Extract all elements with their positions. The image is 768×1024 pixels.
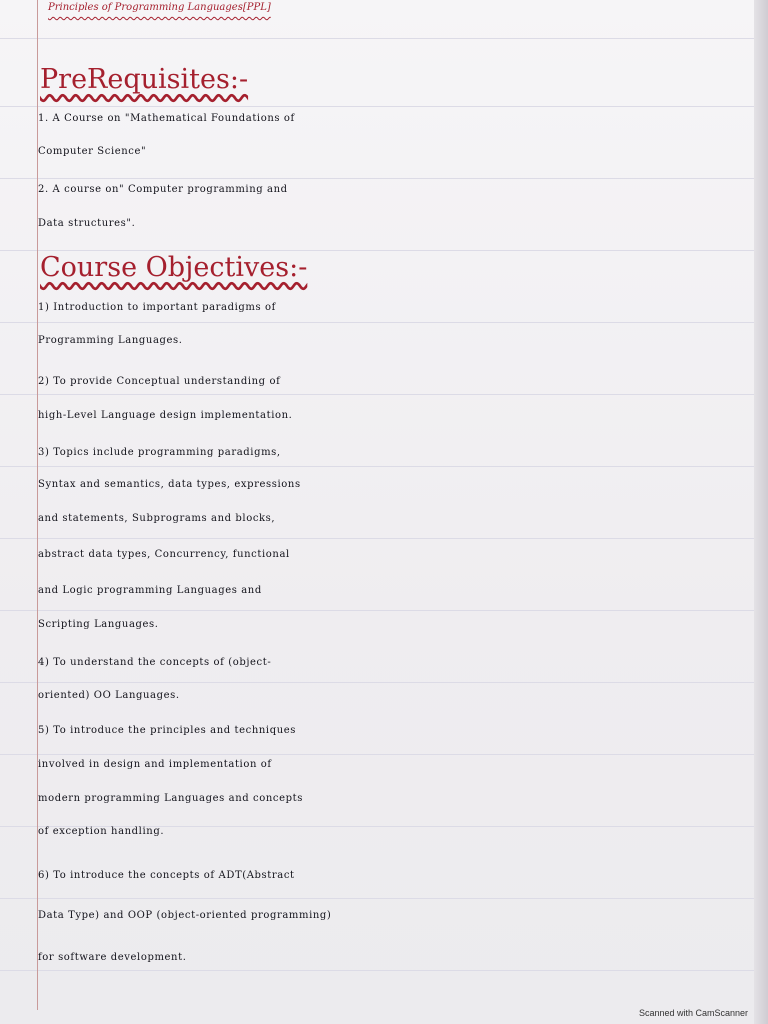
prerequisite-line: Data structures". [38, 218, 136, 229]
objective-line: for software development. [38, 952, 187, 963]
ruled-line [0, 466, 768, 467]
objective-line: of exception handling. [38, 826, 165, 837]
objective-line: 1) Introduction to important paradigms of [38, 302, 276, 313]
ruled-line [0, 898, 768, 899]
objective-line: 6) To introduce the concepts of ADT(Abstract [38, 870, 295, 881]
page-title: Principles of Programming Languages[PPL] [48, 2, 271, 13]
objective-line: oriented) OO Languages. [38, 690, 180, 701]
objective-line: 3) Topics include programming paradigms, [38, 447, 281, 458]
ruled-line [0, 38, 768, 39]
ruled-line [0, 970, 768, 971]
objective-line: abstract data types, Concurrency, functional [38, 549, 290, 560]
prerequisite-line: 2. A course on" Computer programming and [38, 184, 288, 195]
ruled-line [0, 610, 768, 611]
objective-line: modern programming Languages and concepts [38, 793, 303, 804]
objectives-heading: Course Objectives:- [40, 252, 308, 283]
ruled-line [0, 250, 768, 251]
objective-line: 4) To understand the concepts of (object- [38, 657, 272, 668]
ruled-line [0, 682, 768, 683]
ruled-line [0, 394, 768, 395]
ruled-line [0, 754, 768, 755]
objective-line: and statements, Subprograms and blocks, [38, 513, 276, 524]
objective-line: and Logic programming Languages and [38, 585, 262, 596]
prerequisite-line: 1. A Course on "Mathematical Foundations of [38, 113, 295, 124]
ruled-line [0, 322, 768, 323]
objective-line: involved in design and implementation of [38, 759, 272, 770]
page-edge-shadow [754, 0, 768, 1024]
ruled-line [0, 178, 768, 179]
objective-line: 5) To introduce the principles and techniques [38, 725, 297, 736]
ruled-line [0, 106, 768, 107]
objective-line: Programming Languages. [38, 335, 183, 346]
objective-line: high-Level Language design implementation. [38, 410, 293, 421]
prerequisite-line: Computer Science" [38, 146, 147, 157]
objective-line: Syntax and semantics, data types, expressions [38, 479, 301, 490]
objective-line: 2) To provide Conceptual understanding of [38, 376, 281, 387]
objective-line: Scripting Languages. [38, 619, 159, 630]
objective-line: Data Type) and OOP (object-oriented programming) [38, 910, 332, 921]
prerequisites-heading: PreRequisites:- [40, 64, 249, 95]
ruled-line [0, 538, 768, 539]
scanner-watermark: Scanned with CamScanner [638, 1008, 748, 1018]
